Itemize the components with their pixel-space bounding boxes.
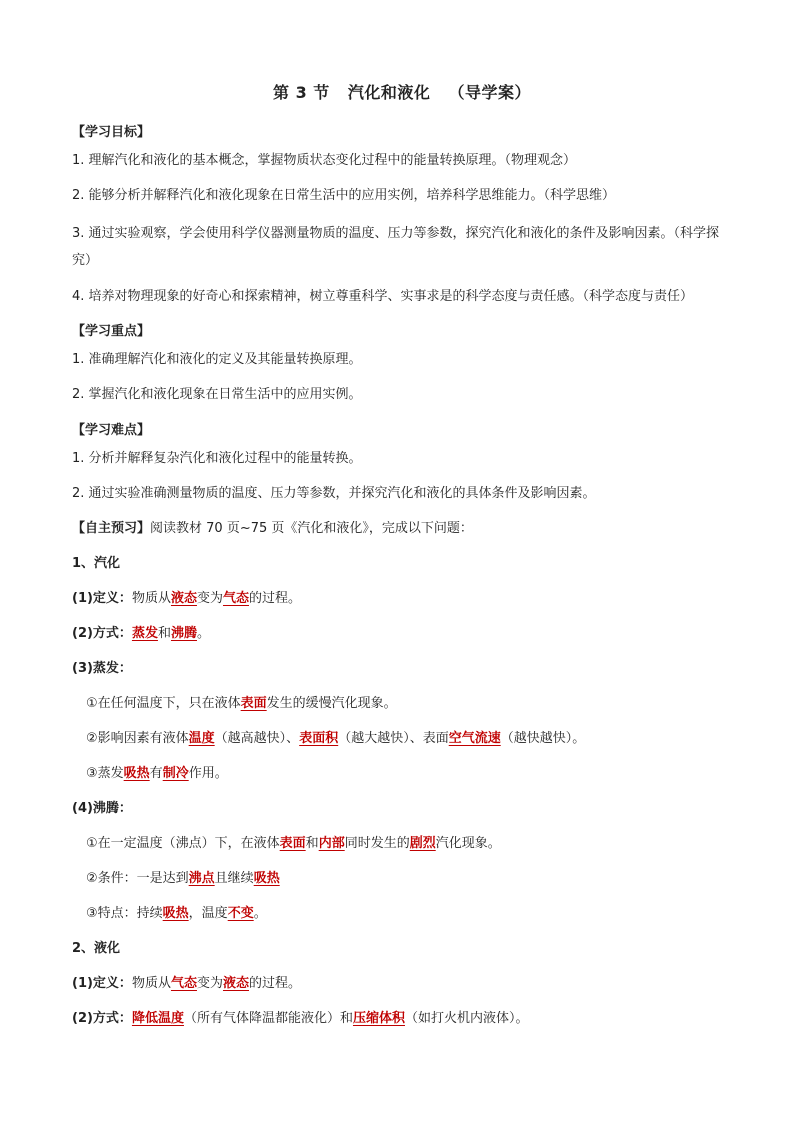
text: 的过程。 xyxy=(249,591,302,606)
text: 。 xyxy=(196,626,210,641)
answer-blank: 蒸发 xyxy=(131,626,158,641)
text: ①在任何温度下，只在液体 xyxy=(86,696,241,711)
text: 物质从 xyxy=(131,976,171,991)
liquefaction-methods xyxy=(72,1008,732,1030)
text: （越高越快）、 xyxy=(214,731,300,746)
text: 和 xyxy=(305,836,319,851)
preview-intro: 阅读教材 70 页~75 页《汽化和液化》，完成以下问题： xyxy=(150,521,473,536)
answer-blank: 空气流速 xyxy=(448,731,501,746)
answer-blank: 气态 xyxy=(222,591,249,606)
text: （越大越快）、表面 xyxy=(338,731,449,746)
text: 发生的缓慢汽化现象。 xyxy=(266,696,397,711)
answer-blank: 不变 xyxy=(227,906,254,921)
answer-blank: 表面 xyxy=(279,836,306,851)
difficulty-item: 1. 分析并解释复杂汽化和液化过程中的能量转换。 xyxy=(72,451,362,466)
goal-item: 2. 能够分析并解释汽化和液化现象在日常生活中的应用实例，培养科学思维能力。（科学思维） xyxy=(72,188,616,203)
answer-blank: 液态 xyxy=(170,591,197,606)
preview-header: 【自主预习】 xyxy=(72,521,151,536)
goal-item: 4. 培养对物理现象的好奇心和探索精神，树立尊重科学、实事求是的科学态度与责任感。（科学态度与责任） xyxy=(72,289,694,304)
text: 汽化现象。 xyxy=(435,836,501,851)
text: （所有气体降温都能液化）和 xyxy=(183,1011,353,1026)
text: ①在一定温度（沸点）下，在液体 xyxy=(86,836,280,851)
answer-blank: 剧烈 xyxy=(409,836,436,851)
text: ③特点：持续 xyxy=(86,906,163,921)
vaporization-methods xyxy=(72,623,732,645)
difficulties-header: 【学习难点】 xyxy=(72,423,151,438)
answer-blank: 表面 xyxy=(240,696,267,711)
goal-item: 3. 通过实验观察，学会使用科学仪器测量物质的温度、压力等参数，探究汽化和液化的条件及影响因素。（科学探究） xyxy=(72,226,720,268)
page-title xyxy=(72,80,732,103)
liquefaction-heading: 2、液化 xyxy=(72,941,121,956)
difficulty-item: 2. 通过实验准确测量物质的温度、压力等参数，并探究汽化和液化的具体条件及影响因素。 xyxy=(72,486,596,501)
text: 同时发生的 xyxy=(344,836,410,851)
title-type: （导学案） xyxy=(448,83,531,102)
text: ②条件：一是达到 xyxy=(86,871,189,886)
text: 有 xyxy=(149,766,163,781)
answer-blank: 吸热 xyxy=(123,766,150,781)
text: （如打火机内液体）。 xyxy=(404,1011,529,1026)
answer-blank: 吸热 xyxy=(253,871,280,886)
evaporation-point-2 xyxy=(72,728,732,750)
text: 作用。 xyxy=(188,766,228,781)
answer-blank: 制冷 xyxy=(162,766,189,781)
evaporation-point-1 xyxy=(72,693,732,715)
key-point-item: 2. 掌握汽化和液化现象在日常生活中的应用实例。 xyxy=(72,387,362,402)
method-label: (2)方式： xyxy=(72,1011,132,1026)
text: 变为 xyxy=(196,591,223,606)
text: 且继续 xyxy=(214,871,254,886)
liquefaction-definition xyxy=(72,973,732,995)
answer-blank: 沸点 xyxy=(188,871,215,886)
boiling-label: (4)沸腾： xyxy=(72,801,132,816)
answer-blank: 沸腾 xyxy=(170,626,197,641)
answer-blank: 内部 xyxy=(318,836,345,851)
answer-blank: 气态 xyxy=(170,976,197,991)
answer-blank: 压缩体积 xyxy=(352,1011,405,1026)
key-point-item: 1. 准确理解汽化和液化的定义及其能量转换原理。 xyxy=(72,352,362,367)
title-section: 第 3 节 xyxy=(273,83,330,102)
vaporization-heading: 1、汽化 xyxy=(72,556,121,571)
boiling-point-3 xyxy=(72,903,732,925)
answer-blank: 降低温度 xyxy=(131,1011,184,1026)
definition-label: (1)定义： xyxy=(72,976,132,991)
text: （越快越快）。 xyxy=(500,731,586,746)
evaporation-point-3 xyxy=(72,763,732,785)
answer-blank: 温度 xyxy=(188,731,215,746)
answer-blank: 液态 xyxy=(222,976,249,991)
text: 和 xyxy=(157,626,171,641)
text: ②影响因素有液体 xyxy=(86,731,189,746)
title-topic: 汽化和液化 xyxy=(347,83,431,102)
method-label: (2)方式： xyxy=(72,626,132,641)
text: ，温度 xyxy=(188,906,228,921)
key-points-header: 【学习重点】 xyxy=(72,324,151,339)
definition-label: (1)定义： xyxy=(72,591,132,606)
text: ③蒸发 xyxy=(86,766,124,781)
text: 变为 xyxy=(196,976,223,991)
text: 的过程。 xyxy=(249,976,302,991)
vaporization-definition xyxy=(72,588,732,610)
answer-blank: 表面积 xyxy=(299,731,339,746)
answer-blank: 吸热 xyxy=(162,906,189,921)
boiling-point-1 xyxy=(72,833,732,855)
boiling-point-2 xyxy=(72,868,732,890)
preview-line xyxy=(72,518,732,540)
document-page xyxy=(72,80,732,1043)
text: 物质从 xyxy=(131,591,171,606)
goals-header: 【学习目标】 xyxy=(72,125,151,140)
evaporation-label: (3)蒸发： xyxy=(72,661,132,676)
goal-item: 1. 理解汽化和液化的基本概念，掌握物质状态变化过程中的能量转换原理。（物理观念） xyxy=(72,153,577,168)
text: 。 xyxy=(253,906,267,921)
